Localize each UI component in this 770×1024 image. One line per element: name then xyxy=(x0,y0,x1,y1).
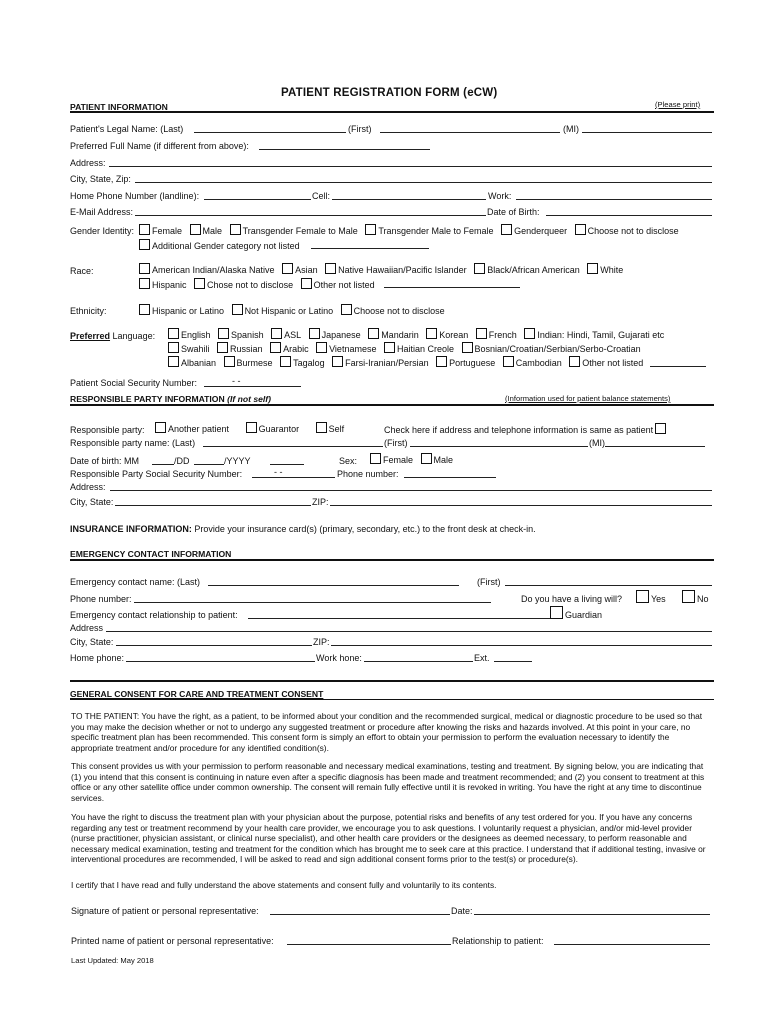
sex-option: Male xyxy=(433,455,454,465)
language-option: ASL xyxy=(284,330,302,340)
insurance-title: INSURANCE INFORMATION: xyxy=(70,524,192,534)
emergency-header: EMERGENCY CONTACT INFORMATION xyxy=(70,549,232,559)
language-option: Bosnian/Croatian/Serbian/Serbo-Croatian xyxy=(474,344,641,354)
emergency-address-label: Address xyxy=(70,623,104,633)
language-option: Russian xyxy=(230,344,263,354)
printed-name-field[interactable] xyxy=(287,944,451,945)
sex-option: Female xyxy=(383,455,414,465)
form-title: PATIENT REGISTRATION FORM (eCW) xyxy=(281,87,498,99)
ethnicity-not-disclose-checkbox[interactable] xyxy=(341,304,352,315)
section-rule xyxy=(70,111,714,113)
same-as-patient-label: Check here if address and telephone information is same as patient xyxy=(384,425,654,435)
language-option: Farsi-Iranian/Persian xyxy=(345,358,429,368)
guardian-label: Guardian xyxy=(565,610,603,620)
lang-indian-checkbox[interactable] xyxy=(524,328,535,339)
ethnicity-option: Hispanic or Latino xyxy=(152,306,225,316)
gender-additional-field[interactable] xyxy=(311,248,429,249)
lang-french-checkbox[interactable] xyxy=(476,328,487,339)
emergency-first-field[interactable] xyxy=(505,585,712,586)
dob-yyyy-label: /YYYY xyxy=(224,456,251,466)
patient-ssn-label: Patient Social Security Number: xyxy=(70,378,198,388)
emergency-ext-label: Ext. xyxy=(474,653,490,663)
dob-mm-field[interactable] xyxy=(152,464,174,465)
dob-label: Date of Birth: xyxy=(487,207,540,217)
cell-label: Cell: xyxy=(312,191,331,201)
gender-option: Choose not to disclose xyxy=(587,226,679,236)
mi-label: (MI) xyxy=(563,124,579,134)
preferred-word: Preferred xyxy=(70,331,111,341)
lang-haitian-checkbox[interactable] xyxy=(384,342,395,353)
lang-vietnamese-checkbox[interactable] xyxy=(316,342,327,353)
patient-ssn-dashes: - - xyxy=(232,376,241,386)
language-option: Haitian Creole xyxy=(396,344,455,354)
party-option: Another patient xyxy=(168,424,230,434)
gender-additional-label: Additional Gender category not listed xyxy=(152,241,300,251)
cell-field[interactable] xyxy=(332,199,486,200)
city-state-zip-field[interactable] xyxy=(135,182,712,183)
home-phone-field[interactable] xyxy=(204,199,311,200)
responsible-city-label: City, State: xyxy=(70,497,114,507)
race-hispanic-checkbox[interactable] xyxy=(139,278,150,289)
language-option: French xyxy=(488,330,517,340)
race-black-checkbox[interactable] xyxy=(474,263,485,274)
race-option: Chose not to disclose xyxy=(207,280,294,290)
emergency-zip-label: ZIP: xyxy=(313,637,330,647)
email-field[interactable] xyxy=(135,215,486,216)
emergency-first-label: (First) xyxy=(477,577,501,587)
lang-portuguese-checkbox[interactable] xyxy=(436,356,447,367)
responsible-note: (Information used for patient balance statements) xyxy=(505,394,671,403)
language-option: Tagalog xyxy=(293,358,325,368)
guardian-checkbox[interactable] xyxy=(550,606,563,619)
gender-not-disclose-checkbox[interactable] xyxy=(575,224,586,235)
responsible-first-label: (First) xyxy=(384,438,408,448)
responsible-party-label: Responsible party: xyxy=(70,425,145,435)
living-will-no-checkbox[interactable] xyxy=(682,590,695,603)
signature-label: Signature of patient or personal representative: xyxy=(71,906,259,916)
dob-field[interactable] xyxy=(546,215,712,216)
consent-paragraph-2: This consent provides us with your permission to perform reasonable and necessary medical examinations, testing and treatment. By signing below, you are indicating that (1) you intend that this consent is continuing in nature even after a specific diagnosis has been made and treatment recommended; and (2) you consent to treatment at this office or any other satellite office under common ownership. The consent will remain fully effective until it is revoked in writing. You have the right at any time to discontinue services. xyxy=(71,761,705,803)
preferred-language-label xyxy=(70,331,155,341)
emergency-home-phone-label: Home phone: xyxy=(70,653,125,663)
gender-option: Genderqueer xyxy=(514,226,568,236)
emergency-city-field[interactable] xyxy=(116,645,312,646)
responsible-phone-field[interactable] xyxy=(404,477,496,478)
lang-farsi-checkbox[interactable] xyxy=(332,356,343,367)
lang-other-checkbox[interactable] xyxy=(569,356,580,367)
party-option: Self xyxy=(328,424,345,434)
responsible-mi-label: (MI) xyxy=(589,438,605,448)
responsible-header-paren: (If not self) xyxy=(227,394,272,404)
lang-asl-checkbox[interactable] xyxy=(271,328,282,339)
last-updated: Last Updated: May 2018 xyxy=(71,956,154,965)
ethnicity-option: Not Hispanic or Latino xyxy=(244,306,334,316)
lang-burmese-checkbox[interactable] xyxy=(224,356,235,367)
printed-name-label: Printed name of patient or personal representative: xyxy=(71,936,274,946)
lang-albanian-checkbox[interactable] xyxy=(168,356,179,367)
race-native-american-checkbox[interactable] xyxy=(139,263,150,274)
lang-spanish-checkbox[interactable] xyxy=(218,328,229,339)
dob-dd-field[interactable] xyxy=(194,464,224,465)
emergency-zip-field[interactable] xyxy=(331,645,712,646)
language-option: Indian: Hindi, Tamil, Gujarati etc xyxy=(537,330,665,340)
lang-mandarin-checkbox[interactable] xyxy=(368,328,379,339)
emergency-relationship-field[interactable] xyxy=(248,618,550,619)
race-not-disclose-checkbox[interactable] xyxy=(194,278,205,289)
lang-english-checkbox[interactable] xyxy=(168,328,179,339)
consent-paragraph-1: TO THE PATIENT: You have the right, as a patient, to be informed about your condition and the recommended surgical, medical or diagnostic procedure to be used so that you may make the decision whether or not to undergo any suggested treatment or procedure after knowing the risks and hazards involved. At this point in your care, no specific treatment plan has been recommended. This consent form is simply an effort to obtain your permission to perform the evaluation necessary to identify the appropriate treatment and/or procedure for any identified condition(s). xyxy=(71,711,703,753)
emergency-city-label: City, State: xyxy=(70,637,114,647)
responsible-ssn-field[interactable] xyxy=(252,477,335,478)
language-option: Vietnamese xyxy=(329,344,377,354)
sex-label: Sex: xyxy=(339,456,358,466)
email-label: E-Mail Address: xyxy=(70,207,134,217)
language-option: Mandarin xyxy=(381,330,419,340)
race-option: Other not listed xyxy=(313,280,375,290)
responsible-last-field[interactable] xyxy=(203,446,383,447)
insurance-text: Provide your insurance card(s) (primary, secondary, etc.) to the front desk at check-in. xyxy=(191,524,536,534)
party-self-checkbox[interactable] xyxy=(316,422,327,433)
language-word: Language: xyxy=(110,331,156,341)
responsible-header xyxy=(70,394,271,404)
lang-cambodian-checkbox[interactable] xyxy=(503,356,514,367)
signature-date-field[interactable] xyxy=(474,914,710,915)
dob-yyyy-field[interactable] xyxy=(270,464,304,465)
gender-option: Male xyxy=(202,226,223,236)
last-name-field[interactable] xyxy=(194,132,346,133)
responsible-ssn-label: Responsible Party Social Security Number: xyxy=(70,469,243,479)
emergency-last-field[interactable] xyxy=(208,585,459,586)
emergency-relationship-label: Emergency contact relationship to patient: xyxy=(70,610,238,620)
race-option: Hispanic xyxy=(152,280,187,290)
sex-female-checkbox[interactable] xyxy=(370,453,381,464)
responsible-city-field[interactable] xyxy=(115,505,311,506)
preferred-name-field[interactable] xyxy=(259,149,430,150)
gender-genderqueer-checkbox[interactable] xyxy=(501,224,512,235)
language-option: Burmese xyxy=(236,358,273,368)
patient-info-header: PATIENT INFORMATION xyxy=(70,102,168,112)
emergency-ext-field[interactable] xyxy=(494,661,532,662)
language-option: Korean xyxy=(439,330,469,340)
language-option: Arabic xyxy=(283,344,309,354)
home-phone-label: Home Phone Number (landline): xyxy=(70,191,200,201)
responsible-dob-label: Date of birth: MM xyxy=(70,456,140,466)
race-white-checkbox[interactable] xyxy=(587,263,598,274)
language-option: Japanese xyxy=(321,330,361,340)
lang-swahili-checkbox[interactable] xyxy=(168,342,179,353)
please-print-note: (Please print) xyxy=(655,100,701,109)
language-option: Spanish xyxy=(231,330,264,340)
emergency-phone-label: Phone number: xyxy=(70,594,132,604)
gender-option: Transgender Female to Male xyxy=(242,226,358,236)
living-will-yes-checkbox[interactable] xyxy=(636,590,649,603)
section-rule xyxy=(70,404,714,406)
emergency-phone-field[interactable] xyxy=(134,602,491,603)
relationship-label: Relationship to patient: xyxy=(452,936,544,946)
emergency-address-field[interactable] xyxy=(106,631,712,632)
mi-field[interactable] xyxy=(582,132,712,133)
address-field[interactable] xyxy=(109,166,712,167)
first-name-label: (First) xyxy=(348,124,372,134)
ethnicity-option: Choose not to disclose xyxy=(353,306,445,316)
same-as-patient-checkbox[interactable] xyxy=(655,423,666,434)
lang-other-field[interactable] xyxy=(650,366,706,367)
gender-trans-mtf-checkbox[interactable] xyxy=(365,224,376,235)
race-other-checkbox[interactable] xyxy=(301,278,312,289)
emergency-work-phone-label: Work hone: xyxy=(316,653,362,663)
gender-male-checkbox[interactable] xyxy=(190,224,201,235)
party-guarantor-checkbox[interactable] xyxy=(246,422,257,433)
preferred-name-label: Preferred Full Name (if different from above): xyxy=(70,141,249,151)
race-asian-checkbox[interactable] xyxy=(282,263,293,274)
emergency-name-label: Emergency contact name: (Last) xyxy=(70,577,201,587)
emergency-work-phone-field[interactable] xyxy=(364,661,473,662)
responsible-zip-field[interactable] xyxy=(330,505,712,506)
responsible-address-field[interactable] xyxy=(110,490,712,491)
gender-trans-ftm-checkbox[interactable] xyxy=(230,224,241,235)
ethnicity-not-hispanic-checkbox[interactable] xyxy=(232,304,243,315)
party-option: Guarantor xyxy=(258,424,300,434)
responsible-first-field[interactable] xyxy=(410,446,588,447)
race-option: Asian xyxy=(295,265,318,275)
gender-option: Transgender Male to Female xyxy=(378,226,494,236)
race-pacific-islander-checkbox[interactable] xyxy=(325,263,336,274)
race-option: American Indian/Alaska Native xyxy=(152,265,275,275)
race-option: Native Hawaiian/Pacific Islander xyxy=(338,265,467,275)
responsible-mi-field[interactable] xyxy=(605,446,705,447)
responsible-name-label: Responsible party name: (Last) xyxy=(70,438,196,448)
sex-male-checkbox[interactable] xyxy=(421,453,432,464)
living-will-yes-label: Yes xyxy=(651,594,666,604)
responsible-address-label: Address: xyxy=(70,482,106,492)
lang-bosnian-checkbox[interactable] xyxy=(462,342,473,353)
first-name-field[interactable] xyxy=(380,132,560,133)
lang-russian-checkbox[interactable] xyxy=(217,342,228,353)
responsible-header-text: RESPONSIBLE PARTY INFORMATION xyxy=(70,394,228,404)
legal-name-label: Patient's Legal Name: (Last) xyxy=(70,124,184,134)
responsible-zip-label: ZIP: xyxy=(312,497,329,507)
consent-paragraph-3: You have the right to discuss the treatment plan with your physician about the purpose, potential risks and benefits of any test ordered for you. If you have any concerns regarding any test or treatment recommend by your health care provider, we encourage you to ask questions. I voluntarily request a physician, and/or mid-level provider (nurse practitioner, physician assistant, or clinical nurse specialist), and other health care providers or the designees as deemed necessary, to perform reasonable and necessary medical examination, testing and treatment for the condition which has brought me to seek care at this practice. I understand that if additional testing, invasive or interventional procedures are recommended, I will be asked to read and sign additional consent forms prior to the test(s) or procedure(s). xyxy=(71,812,706,865)
consent-header: GENERAL CONSENT FOR CARE AND TREATMENT CONSENT xyxy=(70,689,324,699)
race-other-field[interactable] xyxy=(384,287,520,288)
responsible-phone-label: Phone number: xyxy=(337,469,399,479)
gender-option: Female xyxy=(152,226,183,236)
consent-paragraph-4: I certify that I have read and fully understand the above statements and consent fully and voluntarily to its contents. xyxy=(71,880,497,890)
language-option: Cambodian xyxy=(515,358,562,368)
gender-additional-checkbox[interactable] xyxy=(139,239,150,250)
work-field[interactable] xyxy=(516,199,712,200)
race-option: White xyxy=(600,265,624,275)
language-option: Other not listed xyxy=(582,358,644,368)
gender-label: Gender Identity: xyxy=(70,226,135,236)
dob-dd-label: /DD xyxy=(174,456,190,466)
language-option: English xyxy=(181,330,211,340)
race-label: Race: xyxy=(70,266,94,276)
language-option: Portuguese xyxy=(449,358,496,368)
section-rule xyxy=(70,680,714,682)
living-will-no-label: No xyxy=(697,594,709,604)
address-label: Address: xyxy=(70,158,106,168)
language-option: Albanian xyxy=(181,358,217,368)
relationship-field[interactable] xyxy=(554,944,710,945)
emergency-home-phone-field[interactable] xyxy=(126,661,315,662)
signature-date-label: Date: xyxy=(451,906,473,916)
section-rule xyxy=(70,559,714,561)
patient-ssn-field[interactable] xyxy=(204,386,301,387)
gender-female-checkbox[interactable] xyxy=(139,224,150,235)
lang-japanese-checkbox[interactable] xyxy=(309,328,320,339)
lang-tagalog-checkbox[interactable] xyxy=(280,356,291,367)
lang-arabic-checkbox[interactable] xyxy=(270,342,281,353)
lang-korean-checkbox[interactable] xyxy=(426,328,437,339)
section-rule xyxy=(70,699,714,700)
signature-field[interactable] xyxy=(270,914,450,915)
language-option: Swahili xyxy=(181,344,210,354)
living-will-label: Do you have a living will? xyxy=(521,594,623,604)
ethnicity-label: Ethnicity: xyxy=(70,306,107,316)
insurance-info xyxy=(70,524,536,534)
work-label: Work: xyxy=(488,191,512,201)
ethnicity-hispanic-checkbox[interactable] xyxy=(139,304,150,315)
responsible-ssn-dashes: - - xyxy=(274,467,283,477)
race-option: Black/African American xyxy=(487,265,580,275)
city-state-zip-label: City, State, Zip: xyxy=(70,174,131,184)
party-another-patient-checkbox[interactable] xyxy=(155,422,166,433)
